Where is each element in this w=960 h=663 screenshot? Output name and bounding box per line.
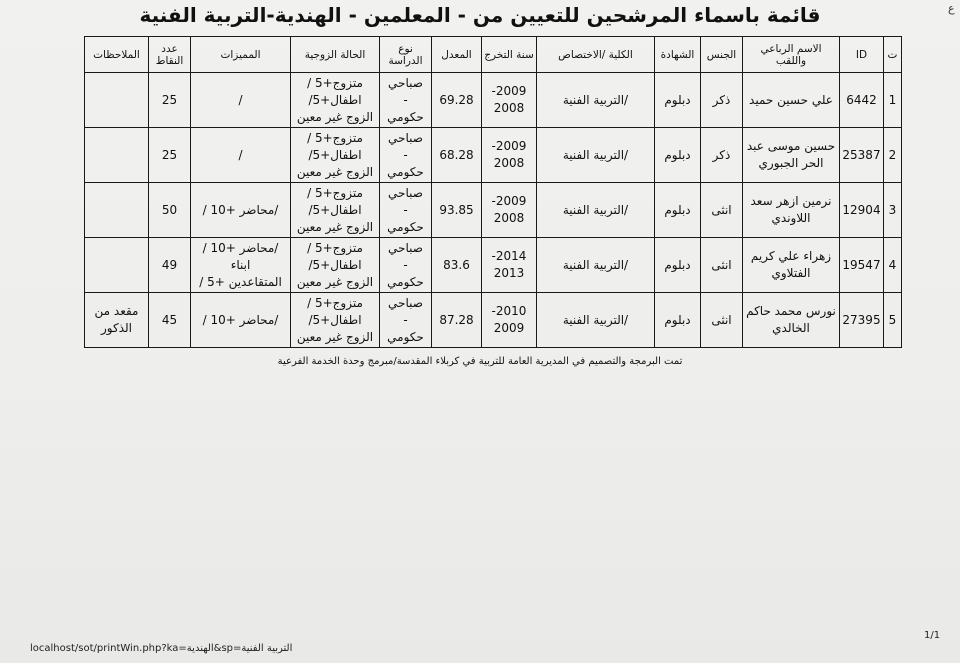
table-row	[85, 293, 902, 348]
cell-notes	[85, 128, 149, 183]
cell-average: 68.28	[432, 128, 482, 183]
cell-advantages: /	[191, 128, 291, 183]
cell-index: 1	[884, 73, 902, 128]
cell-index: 5	[884, 293, 902, 348]
document-title: قائمة باسماء المرشحين للتعيين من - المعلمين - الهندية-التربية الفنية	[139, 3, 821, 27]
table-row	[85, 238, 902, 293]
header-certificate: الشهادة	[655, 37, 701, 73]
cell-study-type: صباحي - حكومي	[380, 73, 432, 128]
cell-gender: انثى	[701, 238, 743, 293]
header-advantages: المميزات	[191, 37, 291, 73]
cell-gender: انثى	[701, 183, 743, 238]
cell-study-type: صباحي - حكومي	[380, 183, 432, 238]
corner-mark: ع	[948, 2, 955, 15]
cell-full-name: نرمين ازهر سعد اللاوندي	[743, 183, 840, 238]
table-row	[85, 73, 902, 128]
page-number: 1/1	[924, 630, 941, 641]
cell-id: 12904	[840, 183, 884, 238]
candidates-table	[84, 36, 902, 348]
cell-certificate: دبلوم	[655, 73, 701, 128]
cell-full-name: حسين موسى عبد الحر الجبوري	[743, 128, 840, 183]
header-full-name: الاسم الرباعي واللقب	[743, 37, 840, 73]
cell-id: 27395	[840, 293, 884, 348]
cell-index: 2	[884, 128, 902, 183]
cell-certificate: دبلوم	[655, 183, 701, 238]
cell-marital-status: متزوج+5 / اطفال+5/ الزوج غير معين	[291, 293, 380, 348]
cell-gender: ذكر	[701, 73, 743, 128]
cell-college-specialty: /التربية الفنية	[537, 293, 655, 348]
cell-graduation-year: 2009- 2008	[482, 183, 537, 238]
cell-graduation-year: 2010- 2009	[482, 293, 537, 348]
cell-study-type: صباحي - حكومي	[380, 293, 432, 348]
cell-index: 3	[884, 183, 902, 238]
cell-college-specialty: /التربية الفنية	[537, 238, 655, 293]
cell-notes	[85, 183, 149, 238]
cell-graduation-year: 2014- 2013	[482, 238, 537, 293]
header-notes: الملاحظات	[85, 37, 149, 73]
cell-gender: ذكر	[701, 128, 743, 183]
cell-study-type: صباحي - حكومي	[380, 238, 432, 293]
cell-marital-status: متزوج+5 / اطفال+5/ الزوج غير معين	[291, 73, 380, 128]
cell-id: 25387	[840, 128, 884, 183]
header-average: المعدل	[432, 37, 482, 73]
cell-average: 83.6	[432, 238, 482, 293]
cell-advantages: /محاضر +10 /	[191, 183, 291, 238]
header-id: ID	[840, 37, 884, 73]
cell-marital-status: متزوج+5 / اطفال+5/ الزوج غير معين	[291, 183, 380, 238]
cell-points: 25	[149, 128, 191, 183]
cell-average: 93.85	[432, 183, 482, 238]
header-index: ت	[884, 37, 902, 73]
print-url: localhost/sot/printWin.php?ka=الهندية&sp=التربية الفنية	[30, 643, 293, 654]
cell-full-name: زهراء علي كريم الفتلاوي	[743, 238, 840, 293]
cell-college-specialty: /التربية الفنية	[537, 128, 655, 183]
cell-marital-status: متزوج+5 / اطفال+5/ الزوج غير معين	[291, 128, 380, 183]
cell-notes	[85, 238, 149, 293]
table-row	[85, 128, 902, 183]
cell-notes: مقعد من الذكور	[85, 293, 149, 348]
cell-college-specialty: /التربية الفنية	[537, 183, 655, 238]
cell-points: 50	[149, 183, 191, 238]
cell-certificate: دبلوم	[655, 293, 701, 348]
cell-advantages: /محاضر +10 /	[191, 293, 291, 348]
cell-graduation-year: 2009- 2008	[482, 128, 537, 183]
table-row	[85, 183, 902, 238]
cell-advantages: /	[191, 73, 291, 128]
table-header-row	[85, 37, 902, 73]
header-college-specialty: الكلية /الاختصاص	[537, 37, 655, 73]
cell-college-specialty: /التربية الفنية	[537, 73, 655, 128]
cell-points: 45	[149, 293, 191, 348]
cell-certificate: دبلوم	[655, 238, 701, 293]
cell-graduation-year: 2009- 2008	[482, 73, 537, 128]
header-study-type: نوع الدراسة	[380, 37, 432, 73]
header-marital-status: الحالة الزوجية	[291, 37, 380, 73]
cell-full-name: نورس محمد حاكم الخالدي	[743, 293, 840, 348]
header-graduation-year: سنة التخرج	[482, 37, 537, 73]
header-points: عدد النقاط	[149, 37, 191, 73]
cell-average: 69.28	[432, 73, 482, 128]
cell-id: 19547	[840, 238, 884, 293]
cell-gender: انثى	[701, 293, 743, 348]
cell-notes	[85, 73, 149, 128]
cell-average: 87.28	[432, 293, 482, 348]
cell-full-name: علي حسين حميد	[743, 73, 840, 128]
cell-points: 49	[149, 238, 191, 293]
cell-advantages: /محاضر +10 /ابناء المتقاعدين +5 /	[191, 238, 291, 293]
cell-marital-status: متزوج+5 / اطفال+5/ الزوج غير معين	[291, 238, 380, 293]
cell-id: 6442	[840, 73, 884, 128]
cell-points: 25	[149, 73, 191, 128]
header-gender: الجنس	[701, 37, 743, 73]
cell-index: 4	[884, 238, 902, 293]
footer-note: تمت البرمجة والتصميم في المديرية العامة للتربية في كربلاء المقدسة/مبرمج وحدة الخدمة الفرعية	[277, 356, 683, 367]
cell-study-type: صباحي - حكومي	[380, 128, 432, 183]
cell-certificate: دبلوم	[655, 128, 701, 183]
